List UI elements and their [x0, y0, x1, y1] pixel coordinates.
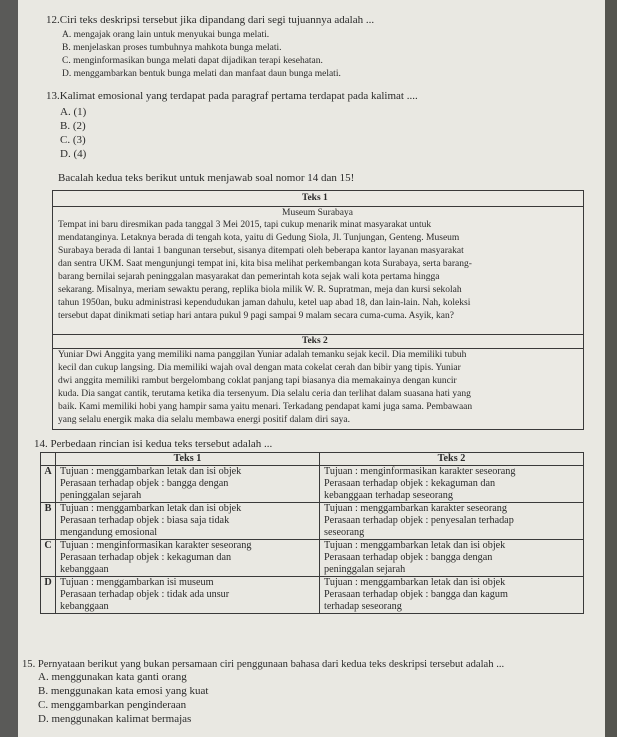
- text2-line: yang selalu energik maka dia selalu membawa energi positif dalam diri saya.: [58, 415, 350, 425]
- cell-line: peninggalan sejarah: [324, 564, 406, 575]
- option-letter: C: [41, 540, 56, 577]
- option-letter: D: [41, 577, 56, 614]
- cell-line: Tujuan : menggambarkan karakter seseorang: [324, 503, 507, 514]
- text1-line: Surabaya berada di lantai 1 bangunan tersebut, sisanya ditempati oleh beberapa kantor layanan masyarakat: [58, 246, 464, 256]
- q15-option-c[interactable]: C. menggambarkan penginderaan: [38, 699, 187, 711]
- cell-line: kebanggaan terhadap seseorang: [324, 490, 453, 501]
- q13-option-d[interactable]: D. (4): [60, 148, 87, 160]
- text2-line: baik. Kami memiliki hobi yang hampir sama yaitu menari. Terkadang pendapat kami juga sama. Pembawaan: [58, 402, 473, 412]
- cell-line: Perasaan terhadap objek : bangga dengan: [324, 552, 493, 563]
- cell-line: peninggalan sejarah: [60, 490, 142, 501]
- cell-line: terhadap seseorang: [324, 601, 402, 612]
- text-divider: [53, 334, 583, 335]
- text1-cell: [56, 466, 320, 503]
- text1-title: Museum Surabaya: [282, 208, 353, 218]
- cell-line: Tujuan : menggambarkan letak dan isi objek: [60, 503, 242, 514]
- q12-option-d[interactable]: D. menggambarkan bentuk bunga melati dan manfaat daun bunga melati.: [62, 69, 341, 79]
- cell-line: Perasaan terhadap objek : penyesalan terhadap: [324, 515, 514, 526]
- q14-option-row-c[interactable]: [41, 540, 584, 577]
- text1-header: Teks 1: [302, 193, 328, 203]
- text1-line: tersebut dapat dinikmati setiap hari antara pukul 9 pagi sampai 9 malam secara cuma-cuma. Asyik, kan?: [58, 311, 454, 321]
- q14-option-row-a[interactable]: [41, 466, 584, 503]
- text2-cell: [320, 466, 584, 503]
- option-letter: A: [41, 466, 56, 503]
- cell-line: Perasaan terhadap objek : bangga dengan: [60, 478, 229, 489]
- text1-header-divider: [53, 206, 583, 207]
- text1-line: Tempat ini baru diresmikan pada tanggal 3 Mei 2015, tapi cukup menarik minat masyarakat untuk: [58, 220, 432, 230]
- q14-option-row-b[interactable]: [41, 503, 584, 540]
- text2-line: kecil dan cukup langsing. Dia memiliki wajah oval dengan mata cokelat cerah dan bibir yang tipis. Yuniar: [58, 363, 461, 373]
- cell-line: seseorang: [324, 527, 365, 538]
- cell-line: Perasaan terhadap objek : tidak ada unsur: [60, 589, 230, 600]
- text2-header: Teks 2: [302, 336, 328, 346]
- cell-line: Tujuan : menginformasikan karakter seseorang: [60, 540, 252, 551]
- text1-cell: [56, 540, 320, 577]
- page-edge-shadow: [605, 0, 617, 737]
- text2-line: dwi anggita memiliki rambut bergelombang coklat panjang tapi biasanya dia memakainya dengan kuncir: [58, 376, 457, 386]
- q15-option-a[interactable]: A. menggunakan kata ganti orang: [38, 671, 187, 683]
- table-corner-cell: [41, 453, 56, 466]
- option-letter: B: [41, 503, 56, 540]
- q15-option-d[interactable]: D. menggunakan kalimat bermajas: [38, 713, 192, 725]
- q12-option-c[interactable]: C. menginformasikan bunga melati dapat dijadikan terapi kesehatan.: [62, 56, 323, 66]
- cell-line: mengandung emosional: [60, 527, 158, 538]
- cell-line: Tujuan : menginformasikan karakter seseorang: [324, 466, 516, 477]
- q13-option-b[interactable]: B. (2): [60, 120, 86, 132]
- text1-cell: [56, 503, 320, 540]
- cell-line: kebanggaan: [60, 564, 109, 575]
- text2-line: kuda. Dia sangat cantik, terutama ketika dia tersenyum. Dia selalu ceria dan terlihat dalam suasana hati yang: [58, 389, 471, 399]
- text1-line: mendatanginya. Letaknya berada di tengah kota, yaitu di Gedung Siola, Jl. Tunjungan, Genteng. Museum: [58, 233, 460, 243]
- cell-line: Perasaan terhadap objek : kekaguman dan: [324, 478, 496, 489]
- col-header-text1: Teks 1: [56, 453, 320, 466]
- text2-header-divider: [53, 348, 583, 349]
- q14-comparison-table: [40, 452, 584, 614]
- text2-cell: [320, 540, 584, 577]
- cell-line: Perasaan terhadap objek : bangga dan kagum: [324, 589, 508, 600]
- q14-option-row-d[interactable]: [41, 577, 584, 614]
- q13-option-a[interactable]: A. (1): [60, 106, 87, 118]
- q12-option-a[interactable]: A. mengajak orang lain untuk menyukai bunga melati.: [62, 30, 270, 40]
- col-header-text2: Teks 2: [320, 453, 584, 466]
- cell-line: Tujuan : menggambarkan letak dan isi objek: [60, 466, 242, 477]
- cell-line: Tujuan : menggambarkan isi museum: [60, 577, 214, 588]
- text2-line: Yuniar Dwi Anggita yang memiliki nama panggilan Yuniar adalah temanku sejak kecil. Dia memiliki tubuh: [58, 350, 467, 360]
- text2-cell: [320, 577, 584, 614]
- cell-line: kebanggaan: [60, 601, 109, 612]
- q12-option-b[interactable]: B. menjelaskan proses tumbuhnya mahkota bunga melati.: [62, 43, 282, 53]
- cell-line: Perasaan terhadap objek : biasa saja tidak: [60, 515, 230, 526]
- text2-cell: [320, 503, 584, 540]
- table-header-row: [41, 453, 584, 466]
- cell-line: Tujuan : menggambarkan letak dan isi objek: [324, 540, 506, 551]
- reading-instruction: Bacalah kedua teks berikut untuk menjawab soal nomor 14 dan 15!: [58, 172, 355, 184]
- text1-cell: [56, 577, 320, 614]
- text1-line: dan sentra UKM. Saat mengunjungi tempat ini, kita bisa melihat perkembangan kota Surabaya, serta barang-: [58, 259, 472, 269]
- q14-stem: 14. Perbedaan rincian isi kedua teks tersebut adalah ...: [34, 438, 273, 450]
- q15-option-b[interactable]: B. menggunakan kata emosi yang kuat: [38, 685, 209, 697]
- cell-line: Perasaan terhadap objek : kekaguman dan: [60, 552, 232, 563]
- q15-stem: 15. Pernyataan berikut yang bukan persamaan ciri penggunaan bahasa dari kedua teks deskripsi tersebut adalah ...: [22, 659, 505, 670]
- q13-stem: 13.Kalimat emosional yang terdapat pada paragraf pertama terdapat pada kalimat ....: [46, 90, 418, 102]
- q12-stem: 12.Ciri teks deskripsi tersebut jika dipandang dari segi tujuannya adalah ...: [46, 14, 375, 26]
- text1-line: barang bernilai sejarah peninggalan masyarakat dan pemerintah kota sejak wali kota pertama hingga: [58, 272, 440, 282]
- text1-line: tahun 1950an, buku administrasi kependudukan jaman dahulu, ketel uap abad 18, dan lain-lain. Nah, koleksi: [58, 298, 471, 308]
- q13-option-c[interactable]: C. (3): [60, 134, 86, 146]
- text1-line: sekarang. Misalnya, meriam sewaktu perang, replika biola milik W. R. Supratman, meja dan kursi sekolah: [58, 285, 462, 295]
- cell-line: Tujuan : menggambarkan letak dan isi objek: [324, 577, 506, 588]
